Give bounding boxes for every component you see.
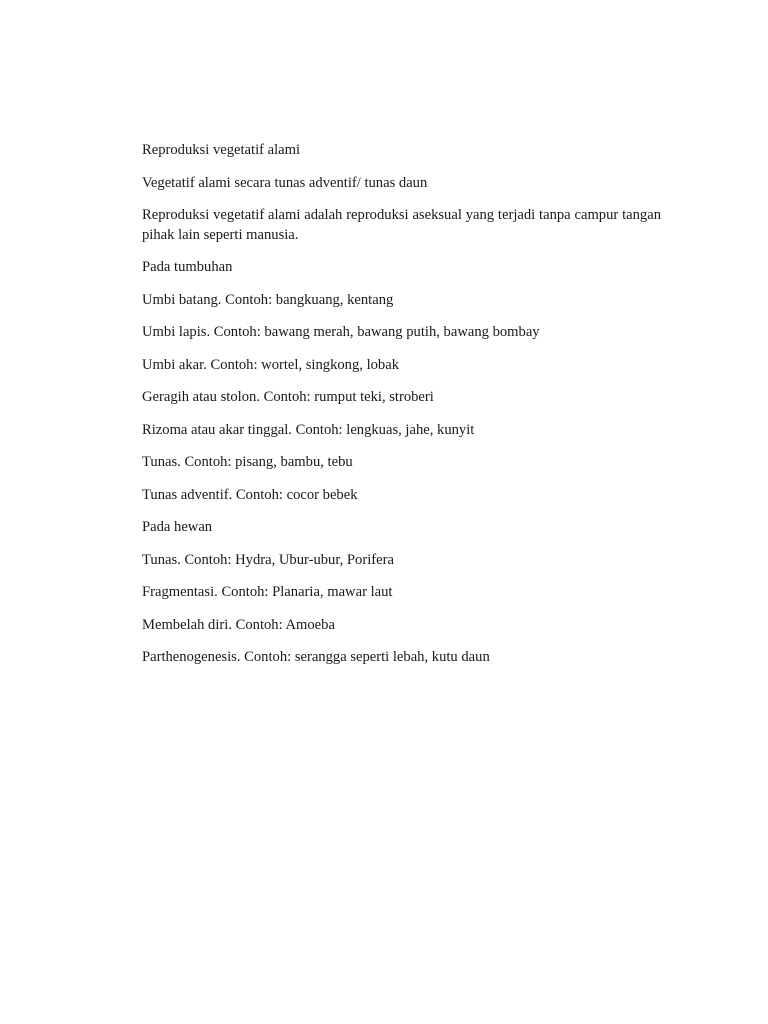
section-heading-animals: Pada hewan [142, 519, 213, 535]
document-subheading: Vegetatif alami secara tunas adventif/ tunas daun [142, 174, 428, 191]
definition-paragraph: Reproduksi vegetatif alami adalah reproduksi aseksual yang terjadi tanpa campur tangan pihak lain seperti manusia. [142, 207, 661, 243]
plant-item-tunas-adventif: Tunas adventif. Contoh: cocor bebek [142, 486, 358, 503]
plant-item-geragih: Geragih atau stolon. Contoh: rumput teki, stroberi [142, 389, 434, 405]
plant-item-umbi-akar: Umbi akar. Contoh: wortel, singkong, lobak [142, 356, 399, 373]
plant-item-rizoma: Rizoma atau akar tinggal. Contoh: lengkuas, jahe, kunyit [142, 421, 475, 438]
animal-item-membelah-diri: Membelah diri. Contoh: Amoeba [142, 616, 335, 633]
plant-item-tunas: Tunas. Contoh: pisang, bambu, tebu [142, 454, 353, 470]
document-heading: Reproduksi vegetatif alami [142, 142, 301, 158]
plant-item-umbi-batang: Umbi batang. Contoh: bangkuang, kentang [142, 291, 394, 308]
section-heading-plants: Pada tumbuhan [142, 259, 233, 275]
plant-item-umbi-lapis: Umbi lapis. Contoh: bawang merah, bawang putih, bawang bombay [142, 324, 540, 340]
animal-item-fragmentasi: Fragmentasi. Contoh: Planaria, mawar laut [142, 584, 393, 600]
animal-item-parthenogenesis: Parthenogenesis. Contoh: serangga seperti lebah, kutu daun [142, 649, 490, 665]
animal-item-tunas: Tunas. Contoh: Hydra, Ubur-ubur, Porifera [142, 551, 394, 568]
document-body [142, 141, 661, 681]
